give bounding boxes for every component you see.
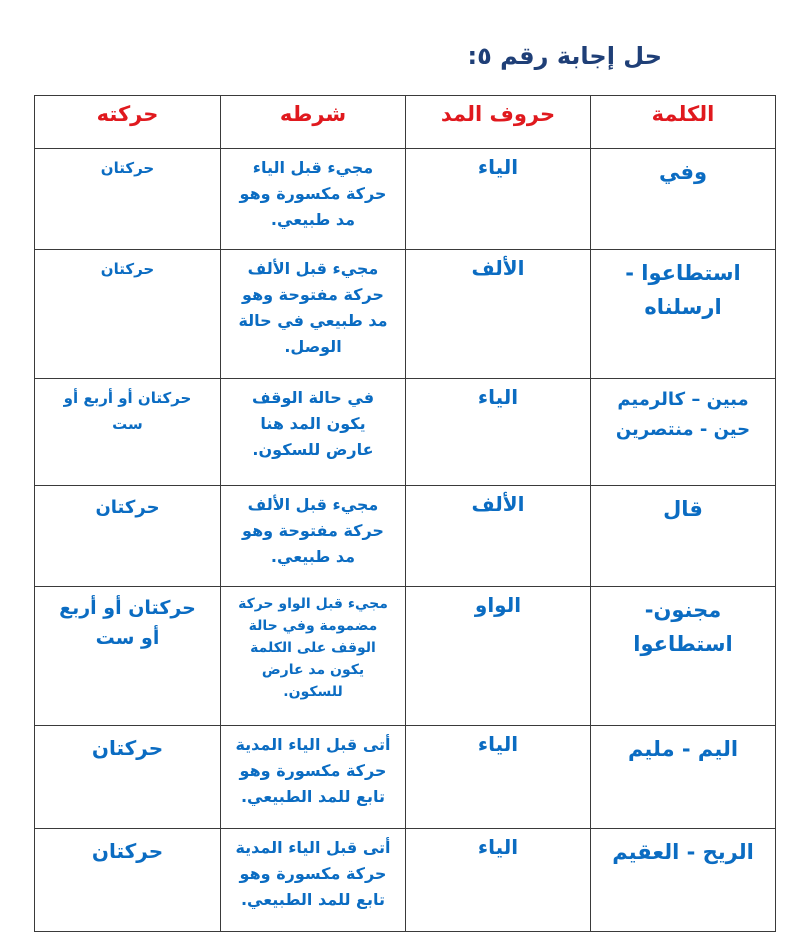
condition-line: يكون مد عارض: [261, 662, 365, 678]
movement-cell: [35, 486, 221, 587]
table-row: [35, 379, 776, 486]
table-row: [35, 726, 776, 829]
movement-cell: [35, 829, 221, 932]
header-movement: حركته: [35, 96, 221, 149]
condition-line: الوقف على الكلمة: [250, 640, 376, 656]
condition-line: حركة مفتوحة وهو: [242, 521, 384, 540]
answer-table: [34, 95, 776, 932]
letters-cell: الألف: [406, 486, 591, 587]
condition-line: حركة مكسورة وهو: [239, 864, 387, 883]
condition-line: مد طبيعي.: [270, 547, 356, 566]
condition-line: يكون المد هنا: [260, 414, 366, 433]
letters-cell: الياء: [406, 726, 591, 829]
word-line: اليم - مليم: [627, 737, 739, 761]
table-row: [35, 829, 776, 932]
movement-line: ست: [112, 415, 143, 433]
movement-line: حركتان: [91, 839, 164, 863]
condition-cell: [221, 149, 406, 250]
condition-cell: [221, 486, 406, 587]
condition-line: مد طبيعي في حالة: [238, 311, 388, 330]
condition-line: مجيء قبل الياء: [252, 158, 374, 177]
word-cell: [591, 149, 776, 250]
table-row: [35, 149, 776, 250]
word-line: مبين – كالرميم: [617, 389, 749, 410]
movement-line: حركتان أو أربع: [59, 597, 196, 619]
condition-line: مجيء قبل الواو حركة: [238, 596, 388, 612]
word-cell: [591, 726, 776, 829]
table-row: [35, 587, 776, 726]
condition-line: للسكون.: [283, 684, 343, 700]
letters-cell: الألف: [406, 250, 591, 379]
word-cell: [591, 829, 776, 932]
condition-line: في حالة الوقف: [251, 388, 375, 407]
letters-cell: الواو: [406, 587, 591, 726]
condition-line: أتى قبل الياء المدية: [235, 735, 391, 754]
movement-line: حركتان: [100, 159, 155, 177]
condition-cell: [221, 587, 406, 726]
condition-line: مضمومة وفي حالة: [248, 618, 378, 634]
movement-line: حركتان: [91, 736, 164, 760]
word-line: قال: [663, 497, 703, 521]
word-cell: [591, 486, 776, 587]
page-title: حل إجابة رقم ٥:: [467, 42, 662, 70]
movement-cell: [35, 379, 221, 486]
table-row: [35, 250, 776, 379]
condition-line: أتى قبل الياء المدية: [235, 838, 391, 857]
header-word: الكلمة: [591, 96, 776, 149]
condition-cell: [221, 379, 406, 486]
movement-cell: [35, 587, 221, 726]
condition-line: مجيء قبل الألف: [247, 259, 379, 278]
word-line: مجنون-: [644, 598, 722, 622]
movement-line: أو ست: [95, 627, 160, 649]
table-header-row: [35, 96, 776, 149]
condition-line: عارض للسكون.: [252, 440, 374, 459]
word-line: وفي: [658, 160, 708, 184]
movement-cell: [35, 149, 221, 250]
word-line: استطاعوا: [633, 632, 733, 656]
condition-line: الوصل.: [284, 337, 342, 356]
condition-cell: [221, 829, 406, 932]
word-cell: [591, 379, 776, 486]
movement-line: حركتان أو أربع أو: [63, 389, 192, 407]
condition-line: حركة مفتوحة وهو: [242, 285, 384, 304]
condition-line: حركة مكسورة وهو: [239, 184, 387, 203]
letters-cell: الياء: [406, 379, 591, 486]
movement-cell: [35, 726, 221, 829]
table-row: [35, 486, 776, 587]
movement-cell: [35, 250, 221, 379]
word-cell: [591, 250, 776, 379]
word-line: حين - منتصرين: [615, 419, 751, 440]
condition-cell: [221, 726, 406, 829]
word-line: الريح - العقيم: [612, 840, 754, 864]
condition-line: تابع للمد الطبيعي.: [240, 787, 386, 806]
condition-line: مد طبيعي.: [270, 210, 356, 229]
header-condition: شرطه: [221, 96, 406, 149]
condition-line: مجيء قبل الألف: [247, 495, 379, 514]
word-cell: [591, 587, 776, 726]
movement-line: حركتان: [95, 497, 160, 518]
condition-line: تابع للمد الطبيعي.: [240, 890, 386, 909]
condition-line: حركة مكسورة وهو: [239, 761, 387, 780]
word-line: استطاعوا -: [625, 261, 741, 285]
header-letters: حروف المد: [406, 96, 591, 149]
word-line: ارسلناه: [644, 295, 722, 319]
letters-cell: الياء: [406, 149, 591, 250]
condition-cell: [221, 250, 406, 379]
movement-line: حركتان: [100, 260, 155, 278]
letters-cell: الياء: [406, 829, 591, 932]
